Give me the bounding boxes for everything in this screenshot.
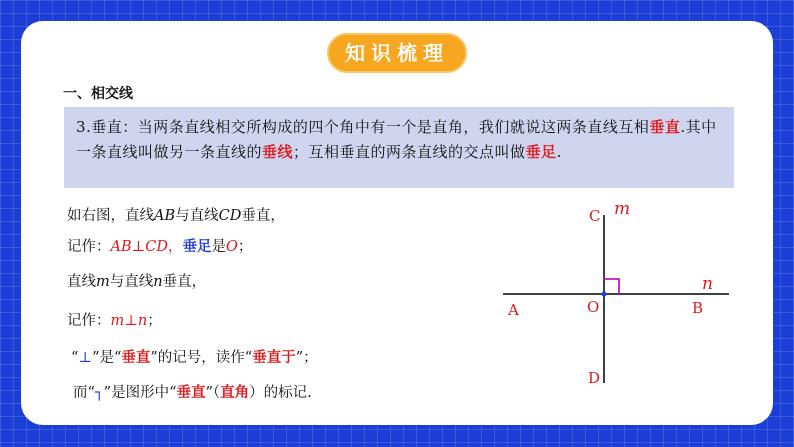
definition-text-2: .其中一条直线叫做另一条直线的 [76,118,717,161]
text: 垂直， [162,274,207,290]
term-right-angle: 直角 [220,384,250,401]
text: ”的记号，读作“ [150,350,253,366]
line-m: m [96,274,110,290]
text: 而“ [73,385,95,401]
right-angle-symbol: ┐ [94,385,104,401]
expr-ab: AB [110,239,132,255]
section-heading: 一、相交线 [63,86,133,102]
text: 记作： [67,239,111,255]
label-a: A [508,301,519,319]
foot-label: 垂足 [182,238,212,255]
label-o: O [587,298,600,316]
definition-text-4: . [556,143,562,161]
text: ， [168,239,183,255]
perp-symbol: ⊥ [78,350,93,366]
perp-symbol: ⊥ [124,313,138,329]
label-n: n [702,274,713,294]
text: ”（ [205,385,221,401]
expr-cd: CD [145,239,169,255]
line-cd: CD [218,208,242,224]
text: 是 [211,239,227,255]
point-o-dot [602,292,607,297]
perpendicular-diagram [491,193,751,403]
term-perpendicular: 垂直 [176,384,206,401]
definition-text-1: 3.垂直：当两条直线相交所构成的四个角中有一个是直角，我们就说这两条直线互相 [76,118,650,136]
term-perpendicular-to: 垂直于 [252,349,296,366]
statement-line-3 [67,270,206,291]
term-perpendicular-line: 垂线 [262,143,294,161]
text: ”是图形中“ [103,385,177,401]
label-m: m [614,199,631,219]
text: 与直线 [175,208,219,224]
label-c: C [589,207,601,225]
text: 记作： [67,313,111,329]
line-ab: AB [154,208,176,224]
statement-line-5 [71,346,318,367]
perp-symbol: ⊥ [131,239,146,255]
text: 与直线 [109,274,154,290]
term-foot: 垂足 [525,143,557,161]
right-angle-mark [604,279,619,294]
statement-line-2 [67,235,252,256]
text: 垂直， [241,208,285,224]
expr-m: m [110,313,125,329]
expr-n: n [137,313,148,329]
statement-line-1 [67,204,285,225]
text: 直线 [67,274,96,290]
label-b: B [692,299,704,317]
term-perpendicular: 垂直 [649,118,681,136]
term-perpendicular: 垂直 [121,349,151,366]
text: ； [147,313,162,329]
text: ； [237,239,253,255]
point-o: O [226,239,238,255]
definition-box [64,107,734,188]
text: ”； [295,350,318,366]
text: ”是“ [92,350,122,366]
label-d: D [588,369,601,387]
slide-title: 知识梳理 [327,33,467,73]
text: ）的标记. [249,385,312,401]
text: 如右图，直线 [67,208,154,224]
text: “ [71,350,79,366]
slide-card [21,21,773,425]
statement-line-6 [73,381,312,402]
statement-line-4 [67,309,162,330]
line-n: n [153,274,163,290]
definition-text-3: ；互相垂直的两条直线的交点叫做 [293,143,526,161]
